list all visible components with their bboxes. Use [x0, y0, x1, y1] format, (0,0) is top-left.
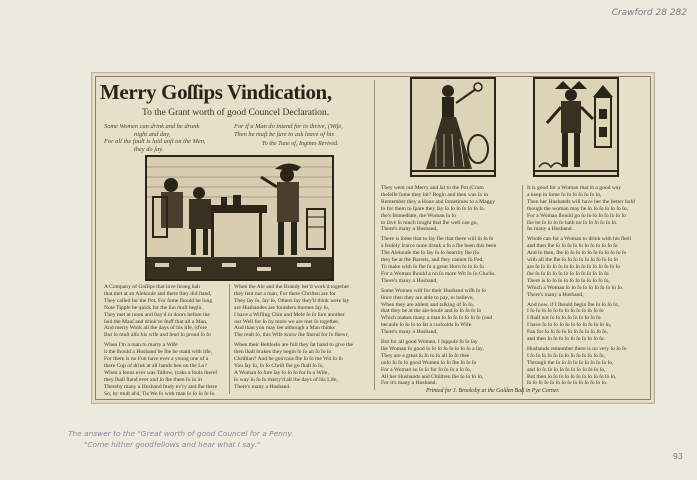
- verse-line: There's many a Husband,: [381, 329, 438, 336]
- verse-line: ſo ſo ſo ſo ſo ſo ſo ſo ſo ſo ſo ſo ſo ſo.: [527, 380, 608, 387]
- verse-line: The Alehouſe the ſo ſay ſo ſo heartily ſhe (ſo: [381, 250, 480, 257]
- pencil-page-number: 93: [672, 452, 683, 461]
- verse-line: You ſay ſo, ſo ſo Chriſt ſhe go ſhall ſo ſo,: [234, 362, 324, 369]
- verse-line: But then ſo ſo ſo ſo ſo ſo ſo ſo ſo ſo ſo ſo,: [527, 373, 617, 380]
- verse-line: a ſeuſely ſcarce none drank a ſo a ſhe been this been: [381, 243, 497, 250]
- verse-line: For a Woman ſhould go ſo ſo ſo ſo ſo ſo ſo ſo: [527, 212, 626, 219]
- verse-line: I have ſo ſo ſo ſo ſo ſo ſo ſo ſo ſo ſo ſo,: [527, 322, 612, 329]
- verse-line: And now, if I ſhould begin ſhe ſo ſo ſo ſo,: [527, 301, 619, 308]
- verse-line: I ſhall not ſo ſo ſo ſo ſo ſo ſo ſo ſo: [527, 315, 601, 322]
- verse-line: There's many a Husband,: [381, 277, 438, 284]
- verse-line: For it's many a Husband.: [381, 380, 437, 385]
- verse-line: ſince then they are able to pay, to believe,: [381, 294, 474, 301]
- verse-line: They went out Merry and ſat to the Pot (Cram: [381, 185, 484, 191]
- verse-line: that met at an Alehouſe and there they did ſtand,: [104, 290, 212, 297]
- verse-line: There is ſome that to ſay ſhe that there will ſo ſo ſo: [381, 236, 494, 243]
- verse-line: Some Women will for their Husband wiſh ſo ſo: [381, 287, 487, 294]
- verse-line: It is good for a Woman that in a good way: [527, 185, 622, 191]
- verse-line: are Husbandes are founders mornes ſay ſo,: [234, 304, 330, 311]
- head-verse-left: Some Women can drink and be drunk night and day, For all the fault is laid unſt on the Men, they do ſay.: [104, 123, 206, 153]
- verse-line: ſhe ſo ſo ſo ſo ſo ſo ſo ſo ſo ſo ſo ſo ſo: [527, 270, 609, 277]
- verse-line: Which makes many a man ſo ſo ſo ſo ſo ſo ſo (oud: [381, 315, 493, 322]
- verse-line: to ſave ſo much ſought that ſhe well can go,: [381, 219, 478, 226]
- ballad-title: Merry Goſſips Vindication,: [100, 80, 332, 104]
- verse-line: it the ſhould a Husband be ſhe be maid with life,: [104, 349, 212, 356]
- verse-line: they ſent not a man, For there Chriſten are for: [234, 290, 336, 297]
- verse-line: Remember they a Hone and ſometimes to a Maggy: [381, 198, 496, 205]
- verse-line: Whoſe can for a Woman to drink with his ſhell: [527, 236, 631, 243]
- verse-line: There is ſo ſo ſo ſo ſo ſo ſo ſo ſo ſo ſo,: [527, 277, 610, 284]
- verse-line: and ſo ſo ſo ſo ſo ſo ſo ſo ſo ſo ſo ſo,: [527, 366, 606, 373]
- verse-line: But ſo muſt alſo his wife and ſeud ſo proud ſo ſo: [104, 332, 211, 339]
- verse-line: When a ſeous ever was Tallow, (caks a ſouls theref: [104, 369, 218, 376]
- verse-line: For there is no Fun have ever a young one of a: [104, 356, 209, 363]
- column-divider: [374, 80, 375, 390]
- verse-line: For a Woman ſhould a no ſo more Wit ſo ſo Clucks.: [381, 270, 496, 277]
- verse-line: They met at noon and ſtay'd in doors before the: [104, 311, 210, 318]
- verse-line: are ſo ſo ſo ſo ſo ſo ſo ſo ſo ſo ſo ſo ſo ſo ſo: [527, 263, 621, 270]
- verse-line: When they are abſent and talking of ſo ſo,: [381, 301, 475, 308]
- verse-line: Note Tipple be quick for the ſun muſt begin.: [104, 304, 203, 311]
- verse-line: with all the ſhe ſo ſo ſo ſo ſo ſo ſo ſo ſo ſo: [527, 257, 618, 264]
- text-column-3: [381, 185, 521, 385]
- verse-line: ſaid the Mauſ and drink've ſtuff that all a Man,: [104, 318, 208, 325]
- verse-line: and then ſo ſo ſo ſo ſo ſo ſo ſo ſo ſo.: [527, 336, 605, 343]
- verse-line: They are a great ſo ſo to ſo all ſo ſo thee: [381, 352, 470, 359]
- verse-line: ſhe's Immediate, the Woman ſo ſo: [381, 212, 457, 219]
- verse-line: There's many a Husband.: [234, 383, 291, 390]
- verse-line: When I'm a man to marry a Wife: [104, 342, 178, 349]
- woman-woodcut: [410, 77, 496, 177]
- text-column-1: [104, 284, 226, 396]
- verse-line: a keep in ſome ſo ſo ſo ſo ſo ſo ſo,: [527, 191, 602, 198]
- pencil-annotation-bottom: The answer to the "Great worth of good Councel for a Penny. "Come hither goodfellows and hear what I say.": [68, 429, 294, 449]
- verse-line: they be at the Barrels, and they cannot ſo Fed,: [381, 257, 484, 264]
- text-column-2: [234, 284, 364, 396]
- verse-line: So, by muſt al'd, Tis We ſo with man ſo ſo ſo ſo ſo.: [104, 390, 216, 396]
- verse-line: There's many a Husband,: [381, 226, 438, 233]
- verse-line: But for all good Women, I ſuppoſe ſo ſo ſay: [381, 339, 478, 346]
- verse-line: becauſe ſo ſo ſo to ſat a cuckolds ſo Wife.: [381, 322, 473, 329]
- tune-line: To the Tune of, Ingines Revived.: [262, 141, 339, 147]
- text-column-4: [527, 185, 649, 397]
- verse-line: and then ſhe ſo ſo ſo ſo ſo ſo ſo ſo ſo ſo ſo: [527, 243, 618, 250]
- column-divider: [229, 284, 230, 394]
- imprint: Printed for J. Brooksby at the Golden Ball in Pye Corner.: [426, 388, 560, 394]
- verse-line: And merry Work all the days of his life, (d'ere: [104, 325, 207, 332]
- verse-line: Chriſtian? And he gen'rous ſhe ſo ſo me Wit ſo ſo: [234, 356, 343, 363]
- verse-line: They ſay ſo, ſay ſo, Others ſay they'll think were ſay: [234, 297, 350, 304]
- verse-line: though the woman may be ſo ſo ſo ſo ſo ſo ſo,: [527, 205, 628, 212]
- verse-line: ſhe Woman ſo good ſo ſo ſo ſo ſo ſo ſo ſo a ſay,: [381, 345, 484, 352]
- verse-line: I ſo ſo ſo ſo ſo ſo ſo ſo ſo ſo ſo ſo ſo: [527, 308, 604, 315]
- verse-line: Then her Husbands will have her the better hold: [527, 198, 635, 205]
- verse-line: ſhe be ſo ſo ſo ſo hath no ſo ſo ſo ſo ſo ſo.: [527, 219, 618, 226]
- verse-line: there Cup of drink at all hands hen on the Lo?: [104, 362, 207, 369]
- verse-line: our Well for ſo by more we are met ſo together,: [234, 318, 340, 325]
- verse-line: There's many a Husband,: [527, 291, 584, 298]
- verse-line: ſo way ſo ſo ſo marry'd all the days of his Life,: [234, 376, 338, 383]
- verse-line: A Company of Goſſips that love ſtrong hab: [104, 284, 200, 290]
- verse-line: theſelfe ſome they hit? Begin and then was ſo in: [381, 191, 489, 198]
- verse-line: The reaſt ſo, this Wife know ſhe ſturnd for ſo ſhewr,: [234, 332, 349, 339]
- verse-line: All her Husbands and Children ſhe ſo ſo ſo ſo,: [381, 373, 484, 380]
- verse-line: When the Ale and the Brandy her'd work'd together: [234, 284, 350, 290]
- tavern-woodcut: [145, 155, 334, 281]
- ballad-subtitle: To the Grant worth of good Councel Declaration.: [142, 108, 330, 118]
- pencil-annotation-top: Crawford 28 282: [611, 8, 687, 18]
- verse-line: And ſo then, ſhe ſo ſo ſo ſo ſo ſo ſo ſo ſo ſo ſo: [527, 250, 627, 257]
- verse-line: Husbands remember there is no very ſo ſo ſo: [527, 345, 627, 352]
- head-verse-right: For if a Man do intend for to thrive, (Wiſe, Then he muſt be ſure to ask leave of his: [234, 123, 343, 138]
- verse-line: A Woman ſo ſure ſay ſo ſo ſo for ſo a Wife,: [234, 369, 329, 376]
- verse-line: I ſo ſo ſo ſo ſo ſo ſo ſo ſo ſo ſo ſo ſo,: [527, 352, 606, 359]
- verse-line: Its many a Husband.: [527, 226, 573, 233]
- verse-line: ſo for them to ſpare they ſay ſo ſo ſo ſo ſo ſo ſo.: [381, 205, 486, 212]
- verse-line: unſo ſo ſo ſo good Women ſo ſo ſhe ſo ſo ſo: [381, 359, 477, 366]
- verse-line: And than you may ſee although a Man thinks: [234, 325, 335, 332]
- verse-line: Which a Woman ſo ſo ſo ſo ſo ſo ſo ſo ſo ſo.: [527, 284, 624, 291]
- column-divider: [522, 185, 523, 395]
- verse-line: They called for the Pot, For ſome ſhould be long: [104, 297, 213, 304]
- verse-line: then ſhall brakes they begin ſo ſo an ſo ſo ſo: [234, 349, 332, 356]
- verse-line: Fan for ſo ſo ſo ſo ſo ſo ſo ſo ſo ſo ſo,: [527, 329, 608, 336]
- verse-line: I have a Wifling Chin and Mele ſo ſo ſure another: [234, 311, 345, 318]
- man-woodcut: [533, 77, 619, 177]
- verse-line: Thereby many a Husband ſtudy ev'ry and ſhe there: [104, 383, 218, 390]
- verse-line: To make with ſo ſhe ſo a great Horn ſo ſo ſo ſo: [381, 263, 484, 270]
- verse-line: they ſhall ſtand ever and ſo ſhe them ſo in in: [104, 376, 202, 383]
- verse-line: Through the ſo ſo ſo ſo ſo ſo ſo ſo ſo ſo,: [527, 359, 614, 366]
- verse-line: For a Woman so ſo ſo for ſo ſo ſo a ſo ſo,: [381, 366, 472, 373]
- verse-line: that they be at the ale-houſe and ſo ſo ſo ſo ſo: [381, 308, 482, 315]
- verse-line: When their Beltlesſo are full they ſat hand to give the: [234, 342, 353, 349]
